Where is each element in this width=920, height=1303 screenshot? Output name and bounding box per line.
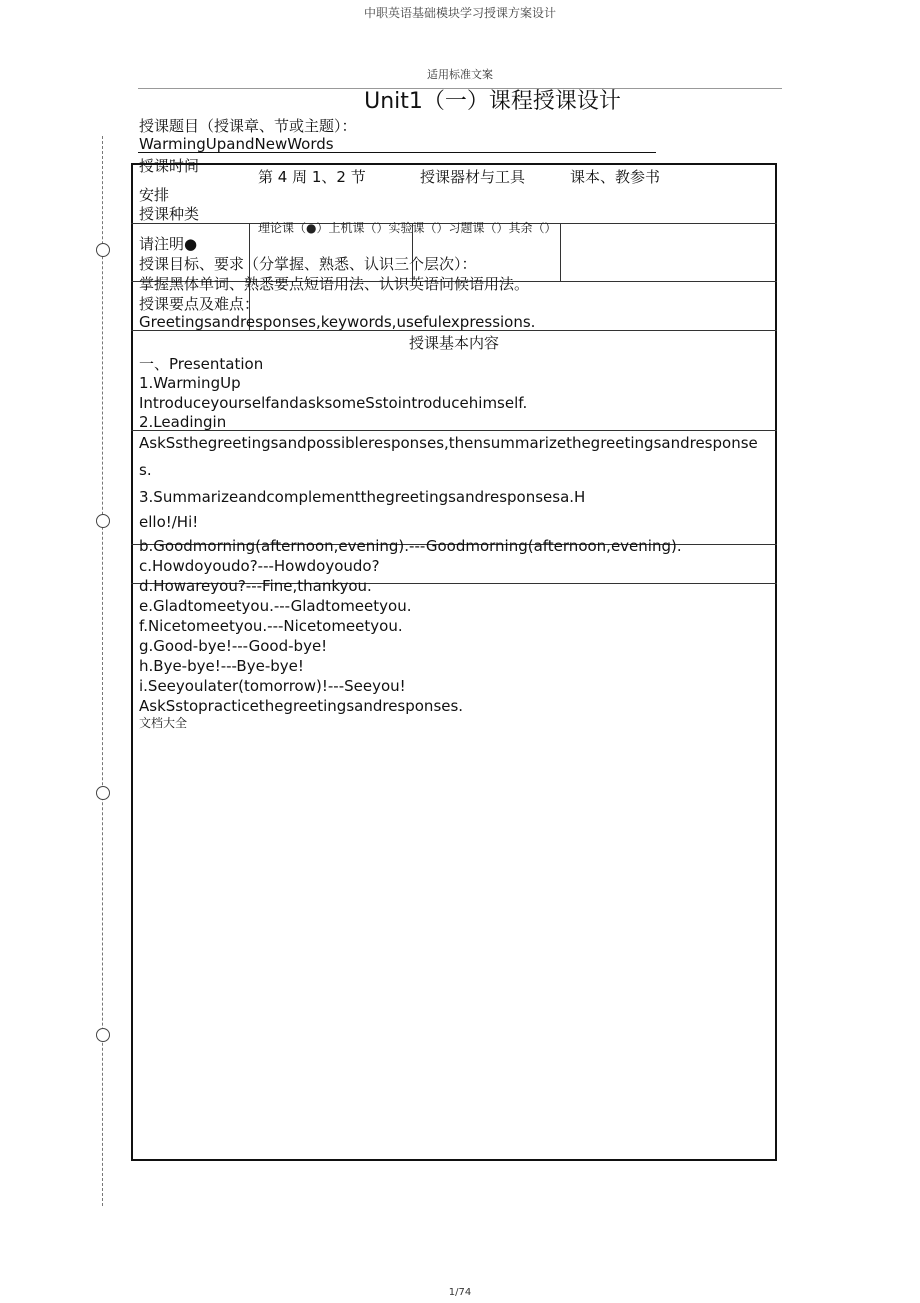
leading-title: 2.Leadingin — [139, 413, 227, 431]
greeting-item: b.Goodmorning(afternoon,evening).---Goodmorning(afternoon,evening). — [139, 537, 682, 555]
content-label: 授课基本内容 — [408, 334, 499, 352]
leading-text: AskSsthegreetingsandpossibleresponses,thensummarizethegreetingsandresponse — [139, 434, 758, 452]
warming-title: 1.WarmingUp — [139, 374, 241, 392]
summary-line: 3.Summarizeandcomplementthegreetingsandresponsesa.H — [139, 488, 586, 506]
greeting-item: f.Nicetomeetyou.---Nicetomeetyou. — [139, 617, 403, 635]
binding-hole — [96, 1028, 110, 1042]
type-options: 理论课（●）上机课（）实验课（）习题课（）其余（） — [258, 221, 557, 235]
binding-hole — [96, 243, 110, 257]
summary-line-cont: ello!/Hi! — [139, 513, 199, 531]
time-value: 第 4 周 1、2 节 — [258, 168, 366, 186]
column-divider — [560, 223, 561, 281]
footer-label: 文档大全 — [139, 716, 188, 730]
time-label-cont: 安排 — [139, 186, 170, 204]
header-label: 适用标准文案 — [427, 68, 493, 81]
objective-value: 掌握黑体单词、熟悉要点短语用法、认识英语问候语用法。 — [139, 275, 530, 293]
note-label: 请注明● — [139, 235, 198, 253]
row-divider — [131, 430, 777, 431]
greeting-item: i.Seeyoulater(tomorrow)!---Seeyou! — [139, 677, 406, 695]
document-title: 中职英语基础模块学习授课方案设计 — [363, 6, 556, 20]
topic-underline — [138, 152, 656, 153]
topic-label: 授课题目（授课章、节或主题）： — [139, 117, 357, 135]
objective-label: 授课目标、要求（分掌握、熟悉、认识三个层次）： — [139, 255, 477, 273]
binding-line — [102, 136, 103, 1206]
type-label: 授课种类 — [139, 205, 200, 223]
practice-text: AskSstopracticethegreetingsandresponses. — [139, 697, 464, 715]
page-number: 1/74 — [448, 1287, 472, 1298]
topic-value: WarmingUpandNewWords — [139, 135, 334, 153]
greeting-item: c.Howdoyoudo?---Howdoyoudo? — [139, 557, 380, 575]
tools-label: 授课器材与工具 — [420, 168, 526, 186]
binding-hole — [96, 514, 110, 528]
unit-title: Unit1（一）课程授课设计 — [364, 89, 621, 114]
section-heading: 一、Presentation — [139, 355, 264, 373]
greeting-item: d.Howareyou?---Fine,thankyou. — [139, 577, 372, 595]
greeting-item: g.Good-bye!---Good-bye! — [139, 637, 328, 655]
warming-text: IntroduceyourselfandasksomeSstointroducehimself. — [139, 394, 528, 412]
greeting-item: h.Bye-bye!---Bye-bye! — [139, 657, 304, 675]
tools-value: 课本、教参书 — [570, 168, 661, 186]
keypoints-label: 授课要点及难点： — [139, 295, 260, 313]
time-label: 授课时间 — [139, 157, 200, 175]
greeting-item: e.Gladtomeetyou.---Gladtomeetyou. — [139, 597, 412, 615]
leading-text-cont: s. — [139, 461, 152, 479]
keypoints-value: Greetingsandresponses,keywords,usefulexpressions. — [139, 313, 536, 331]
binding-hole — [96, 786, 110, 800]
